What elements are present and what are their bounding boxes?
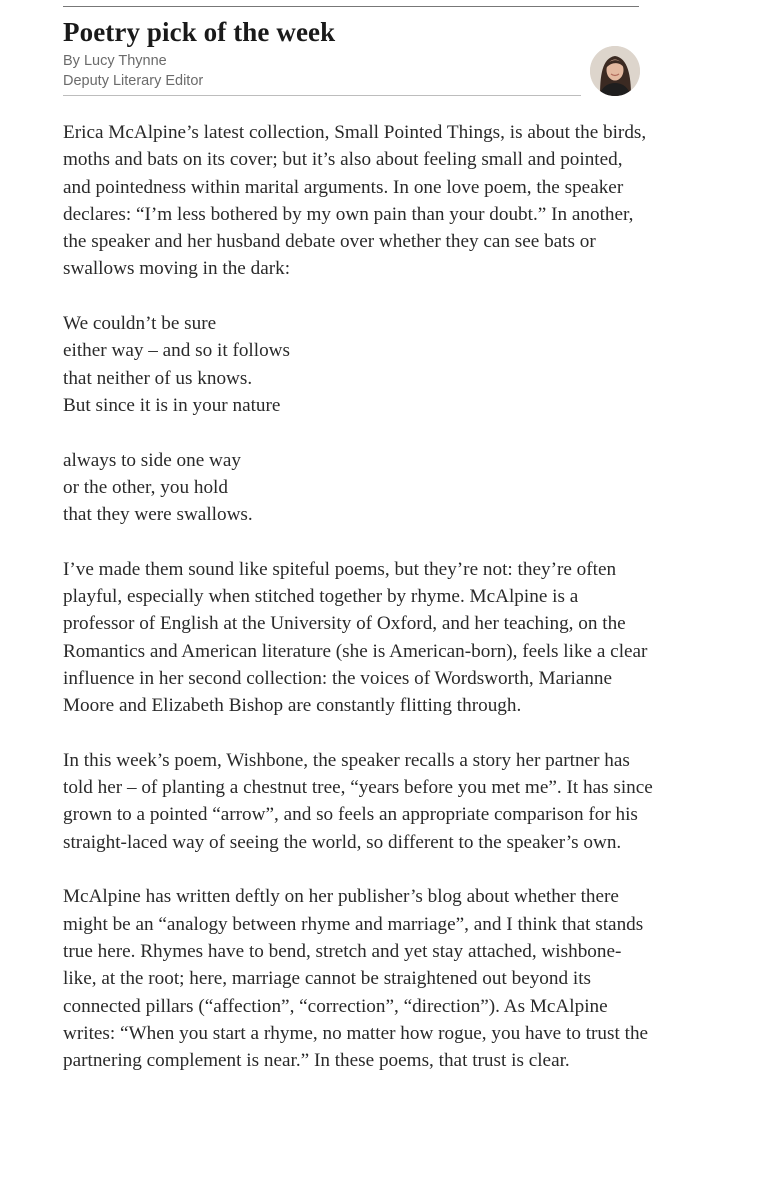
- article-paragraph-3: In this week’s poem, Wishbone, the speaker recalls a story her partner has told her – of planting a chestnut tree, “years before you met me”. It has since grown to a pointed “arrow”, and so feels an appropriate comparison for his straight-laced way of seeing the world, so different to the speaker’s own.: [63, 749, 653, 853]
- poem-line: But since it is in your nature: [63, 394, 281, 416]
- article-header: [63, 16, 639, 98]
- article-paragraph-1: Erica McAlpine’s latest collection, Small Pointed Things, is about the birds, moths and bats on its cover; but it’s also about feeling small and pointed, and pointedness within marital arguments. In one love poem, the speaker declares: “I’m less bothered by my own pain than your doubt.” In another, the speaker and her husband debate over whether they can see bats or swallows moving in the dark:: [63, 122, 647, 280]
- author-role: Deputy Literary Editor: [63, 73, 204, 89]
- poem-line: We couldn’t be sure: [63, 313, 217, 335]
- article-paragraph-4: McAlpine has written deftly on her publisher’s blog about whether there might be an “analogy between rhyme and marriage”, and I think that stands true here. Rhymes have to bend, stretch and yet stay attached, wishbone-like, at the root; here, marriage cannot be straightened out beyond its connected pillars (“affection”, “correction”, “direction”). As McAlpine writes: “When you start a rhyme, no matter how rogue, you have to trust the partnering complement is near.” In these poems, that trust is clear.: [63, 886, 649, 1072]
- author-byline[interactable]: By Lucy Thynne: [63, 53, 167, 69]
- poem-stanza-2: [63, 447, 653, 529]
- article-paragraph-2: I’ve made them sound like spiteful poems, but they’re not: they’re often playful, especially when stitched together by rhyme. McAlpine is a professor of English at the University of Oxford, and her teaching, on the Romantics and American literature (she is American-born), feels like a clear influence in her second collection: the voices of Wordsworth, Marianne Moore and Elizabeth Bishop are constantly flitting through.: [63, 558, 648, 717]
- poem-stanza-1: [63, 310, 653, 419]
- poem-line: that they were swallows.: [63, 504, 253, 526]
- top-divider: [63, 6, 639, 7]
- author-avatar[interactable]: [590, 46, 640, 96]
- poem-line: that neither of us knows.: [63, 367, 253, 389]
- poem-line: always to side one way: [63, 449, 241, 471]
- author-portrait-icon: [590, 46, 640, 96]
- header-divider: [63, 95, 581, 96]
- poem-line: either way – and so it follows: [63, 340, 291, 362]
- poem-line: or the other, you hold: [63, 476, 228, 498]
- page-title: Poetry pick of the week: [63, 17, 336, 47]
- article-body: [63, 119, 653, 1102]
